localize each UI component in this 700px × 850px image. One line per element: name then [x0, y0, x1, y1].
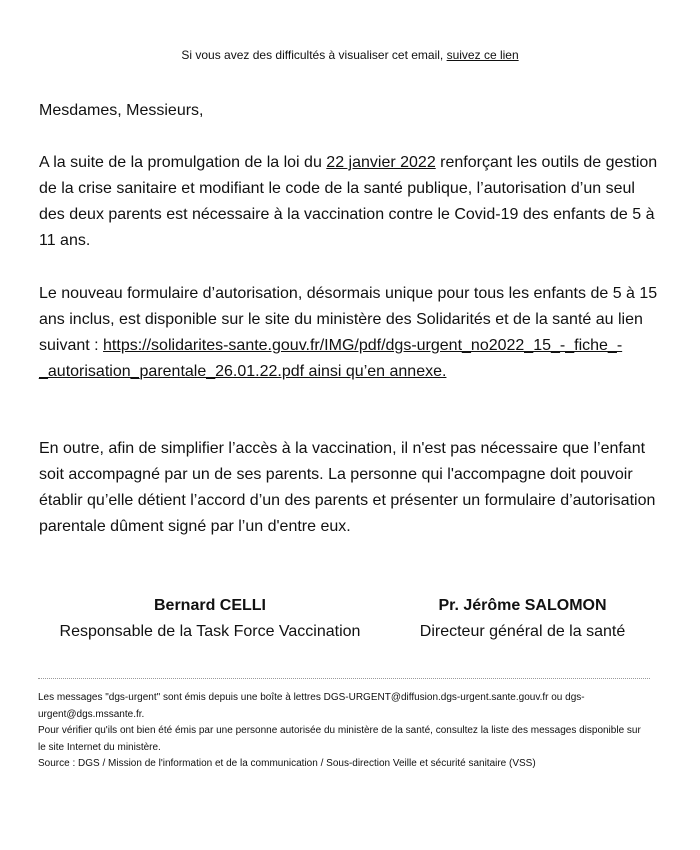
view-online-link[interactable]: suivez ce lien — [446, 48, 519, 62]
signature-salomon — [390, 593, 655, 645]
footer-source-note: Source : DGS / Mission de l'information et de la communication / Sous-direction Veille et sécurité sanitaire (VSS) — [38, 758, 536, 769]
signatory-name: Bernard CELLI — [153, 597, 266, 614]
form-pdf-link[interactable]: https://solidarites-sante.gouv.fr/IMG/pdf/dgs-urgent_no2022_15_-_fiche_-_autorisation_parentale_26.01.22.pdf ainsi qu’en annexe. — [39, 337, 623, 380]
paragraph-accompaniment: En outre, afin de simplifier l’accès à la vaccination, il n'est pas nécessaire que l’enfant soit accompagné par un de ses parents. La personne qui l'accompagne doit pouvoir établir qu’elle détient l’accord d’un des parents et présenter un formulaire d’autorisation parentale dûment signé par l’un d'entre eux. — [39, 440, 656, 535]
law-date-link[interactable]: 22 janvier 2022 — [326, 154, 436, 171]
signatory-title: Responsable de la Task Force Vaccination — [59, 623, 361, 640]
footer-divider — [38, 678, 650, 679]
footer-sender-note: Les messages "dgs-urgent" sont émis depuis une boîte à lettres DGS-URGENT@diffusion.dgs-urgent.sante.gouv.fr ou dgs-urgent@dgs.mssante.fr. — [38, 692, 585, 720]
footer-verification-note: Pour vérifier qu'ils ont bien été émis par une personne autorisée du ministère de la santé, consultez la liste des messages disponible sur le site Internet du ministère. — [38, 725, 641, 753]
salutation: Mesdames, Messieurs, — [39, 102, 204, 119]
signatory-title: Directeur général de la santé — [419, 623, 626, 640]
paragraph-law — [39, 150, 661, 254]
view-online-text: Si vous avez des difficultés à visualiser cet email, — [181, 48, 447, 62]
paragraph-form-text: Le nouveau formulaire d’autorisation, désormais unique pour tous les enfants de 5 à 15 ans inclus, est disponible sur le site du ministère des Solidarités et de la santé au lien suivant : — [39, 285, 658, 354]
paragraph-form — [39, 281, 661, 385]
paragraph-law-text-start: A la suite de la promulgation de la loi du — [39, 154, 327, 171]
view-online-notice — [0, 47, 700, 63]
footer-notes — [38, 690, 650, 773]
paragraph-law-text-end: renforçant les outils de gestion de la crise sanitaire et modifiant le code de la santé publique, l’autorisation d’un seul des deux parents est nécessaire à la vaccination contre le Covid-19 des enfants de 5 à 11 ans. — [39, 154, 658, 249]
signature-celli — [30, 593, 390, 645]
signatory-name: Pr. Jérôme SALOMON — [438, 597, 607, 614]
